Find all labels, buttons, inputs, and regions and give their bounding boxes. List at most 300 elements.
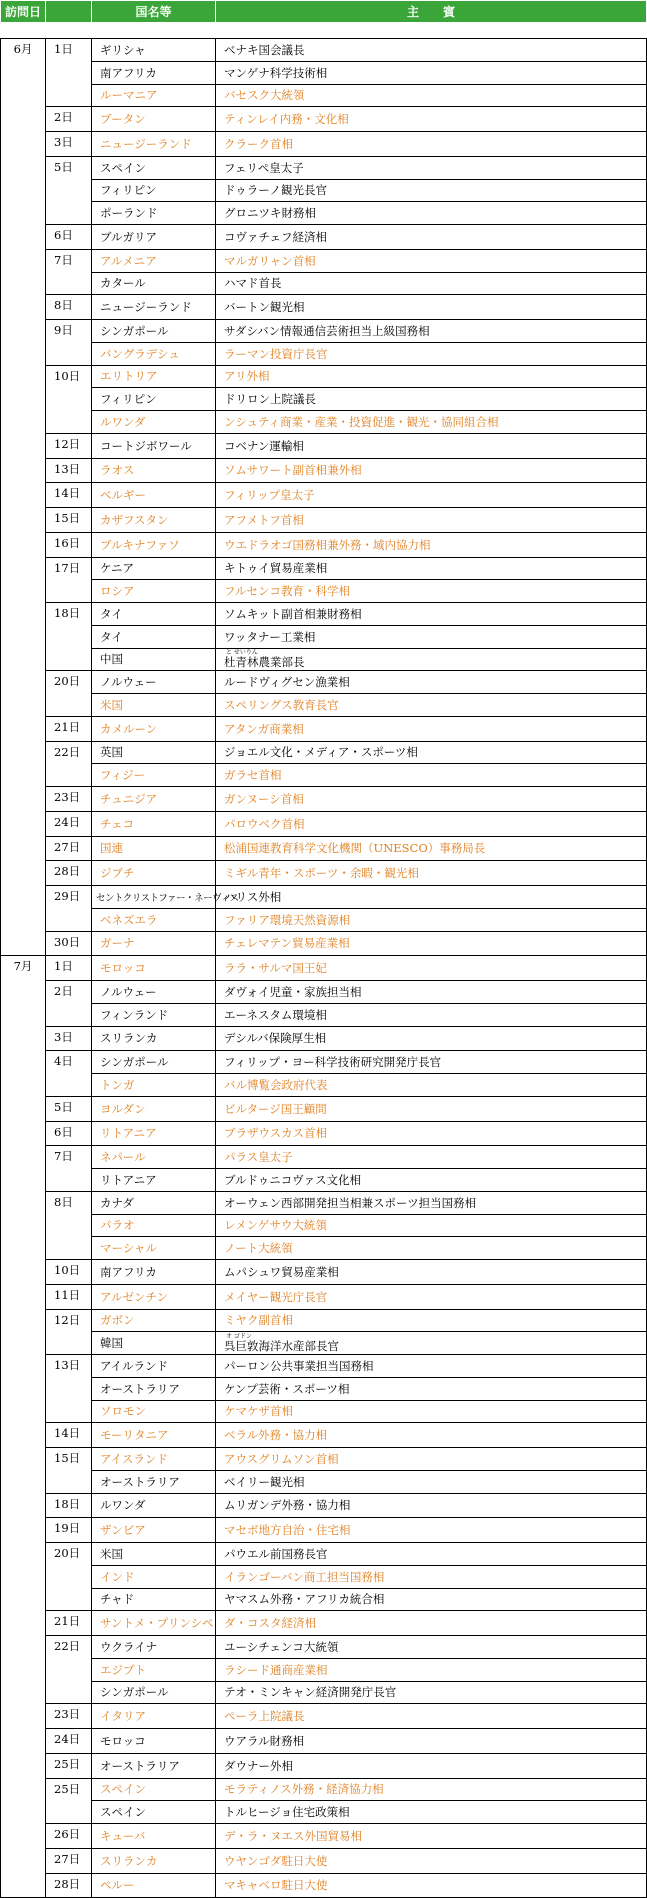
guest-cell: ソムキット副首相兼財務相 xyxy=(216,603,647,626)
country-cell: フィリピン xyxy=(92,179,216,202)
guest-cell: ムパシュワ貿易産業相 xyxy=(216,1260,647,1285)
table-row xyxy=(1,1565,647,1588)
guest-cell: スペリングス教育長官 xyxy=(216,694,647,717)
table-row xyxy=(1,1636,647,1659)
day-cell: 3日 xyxy=(46,1026,92,1051)
month-cell: 7月 xyxy=(1,956,46,1898)
table-row xyxy=(1,1237,647,1260)
table-row xyxy=(1,411,647,434)
guest-cell: アタンガ商業相 xyxy=(216,716,647,741)
day-cell: 28日 xyxy=(46,861,92,886)
country-cell: タイ xyxy=(92,603,216,626)
table-row xyxy=(1,648,647,671)
table-row xyxy=(1,1753,647,1778)
day-cell: 20日 xyxy=(46,1543,92,1611)
country-cell: ラオス xyxy=(92,458,216,483)
country-cell: バングラデシュ xyxy=(92,342,216,365)
country-cell: ロシア xyxy=(92,580,216,603)
month-cell: 6月 xyxy=(1,39,46,956)
table-row xyxy=(1,1096,647,1121)
country-cell: スペイン xyxy=(92,156,216,179)
country-cell: ノルウェー xyxy=(92,981,216,1004)
guest-cell: ラーマン投資庁長官 xyxy=(216,342,647,365)
guest-cell: ンシュティ商業・産業・投資促進・観光・協同組合相 xyxy=(216,411,647,434)
day-cell: 26日 xyxy=(46,1824,92,1849)
guest-cell: ウアラル財務相 xyxy=(216,1729,647,1754)
table-row xyxy=(1,1873,647,1898)
guest-cell: モラティノス外務・経済協力相 xyxy=(216,1778,647,1801)
table-row xyxy=(1,886,647,909)
guest-cell: ノート大統領 xyxy=(216,1237,647,1260)
table-row xyxy=(1,1121,647,1146)
guest-cell: オーウェン西部開発担当相兼スポーツ担当国務相 xyxy=(216,1191,647,1214)
day-cell: 17日 xyxy=(46,557,92,603)
table-row xyxy=(1,1681,647,1704)
country-cell: ノルウェー xyxy=(92,671,216,694)
guest-cell: ケマケザ首相 xyxy=(216,1400,647,1423)
guest-cell: ミヤク副首相 xyxy=(216,1309,647,1332)
table-row xyxy=(1,625,647,648)
table-row xyxy=(1,694,647,717)
country-cell: スリランカ xyxy=(92,1026,216,1051)
guest-cell: ララ・サルマ国王妃 xyxy=(216,956,647,981)
table-row xyxy=(1,39,647,62)
day-cell: 1日 xyxy=(46,956,92,981)
day-cell: 7日 xyxy=(46,249,92,295)
guest-cell: マンゲナ科学技術相 xyxy=(216,61,647,84)
guest-cell: ミギル青年・スポーツ・余暇・観光相 xyxy=(216,861,647,886)
table-row xyxy=(1,1169,647,1192)
country-cell: タイ xyxy=(92,625,216,648)
table-row xyxy=(1,388,647,411)
country-cell: オーストラリア xyxy=(92,1377,216,1400)
country-cell: フィジー xyxy=(92,764,216,787)
guest-cell: バセスク大統領 xyxy=(216,84,647,107)
guest-cell: ティンレイ内務・文化相 xyxy=(216,107,647,132)
day-cell: 2日 xyxy=(46,107,92,132)
guest-cell: ブルドゥニコヴァス文化相 xyxy=(216,1169,647,1192)
table-row xyxy=(1,156,647,179)
guest-cell: コヴァチェフ経済相 xyxy=(216,225,647,250)
guest-cell: フィリップ皇太子 xyxy=(216,483,647,508)
day-cell: 7日 xyxy=(46,1146,92,1192)
guest-cell: トルヒージョ住宅政策相 xyxy=(216,1801,647,1824)
day-cell: 30日 xyxy=(46,931,92,956)
table-row xyxy=(1,1026,647,1051)
day-cell: 29日 xyxy=(46,886,92,932)
country-cell: セントクリストファー・ネーヴィス xyxy=(92,886,216,909)
guest-cell: アフメトフ首相 xyxy=(216,508,647,533)
table-row xyxy=(1,1332,647,1355)
country-cell: ネパール xyxy=(92,1146,216,1169)
country-cell: スペイン xyxy=(92,1778,216,1801)
guest-cell: ブラザウスカス首相 xyxy=(216,1121,647,1146)
country-cell: コートジボワール xyxy=(92,433,216,458)
table-row xyxy=(1,225,647,250)
guest-text: 杜青林農業部長 xyxy=(224,654,305,669)
country-cell: エジプト xyxy=(92,1658,216,1681)
country-cell: カメルーン xyxy=(92,716,216,741)
guest-cell: ベイリー観光相 xyxy=(216,1470,647,1493)
guest-cell: ハリス外相 xyxy=(216,886,647,909)
day-cell: 25日 xyxy=(46,1753,92,1778)
country-cell: アルメニア xyxy=(92,249,216,272)
guest-cell: ケンプ芸術・スポーツ相 xyxy=(216,1377,647,1400)
table-row xyxy=(1,1400,647,1423)
day-cell: 27日 xyxy=(46,836,92,861)
guest-cell xyxy=(216,648,647,671)
table-row xyxy=(1,295,647,320)
table-row xyxy=(1,1493,647,1518)
country-cell: カナダ xyxy=(92,1191,216,1214)
country-cell: ブルガリア xyxy=(92,225,216,250)
table-row xyxy=(1,1518,647,1543)
table-row xyxy=(1,1074,647,1097)
guest-cell: アウスグリムソン首相 xyxy=(216,1448,647,1471)
day-cell: 22日 xyxy=(46,1636,92,1704)
table-row xyxy=(1,1051,647,1074)
guest-cell: ハマド首長 xyxy=(216,272,647,295)
country-cell: シンガポール xyxy=(92,1051,216,1074)
table-row xyxy=(1,249,647,272)
country-cell: ベルギー xyxy=(92,483,216,508)
country-cell: ケニア xyxy=(92,557,216,580)
day-cell: 8日 xyxy=(46,295,92,320)
guest-text: 呉巨敦海洋水産部長官 xyxy=(224,1338,339,1353)
country-cell: ウクライナ xyxy=(92,1636,216,1659)
table-row xyxy=(1,1214,647,1237)
table-row xyxy=(1,811,647,836)
table-row xyxy=(1,580,647,603)
table-row xyxy=(1,1146,647,1169)
guest-cell: ペーラ上院議長 xyxy=(216,1704,647,1729)
table-row xyxy=(1,1729,647,1754)
country-cell: チェコ xyxy=(92,811,216,836)
country-cell: マーシャル xyxy=(92,1237,216,1260)
guest-cell: イランゴーバン商工担当国務相 xyxy=(216,1565,647,1588)
table-row xyxy=(1,1543,647,1566)
guest-cell: クラーク首相 xyxy=(216,132,647,157)
table-row xyxy=(1,1588,647,1611)
day-cell: 21日 xyxy=(46,1611,92,1636)
country-cell: リトアニア xyxy=(92,1121,216,1146)
country-cell: フィンランド xyxy=(92,1003,216,1026)
country-cell: ベネズエラ xyxy=(92,908,216,931)
table-row xyxy=(1,557,647,580)
day-cell: 24日 xyxy=(46,1729,92,1754)
table-row xyxy=(1,508,647,533)
table-row xyxy=(1,981,647,1004)
guest-cell: ルードヴィグセン漁業相 xyxy=(216,671,647,694)
country-cell: ガーナ xyxy=(92,931,216,956)
guest-cell: デ・ラ・ヌエス外国貿易相 xyxy=(216,1824,647,1849)
table-row xyxy=(1,107,647,132)
table-body xyxy=(1,23,647,1898)
table-row xyxy=(1,1355,647,1378)
day-cell: 3日 xyxy=(46,132,92,157)
country-cell: ザンビア xyxy=(92,1518,216,1543)
table-row xyxy=(1,716,647,741)
table-row xyxy=(1,836,647,861)
table-row xyxy=(1,1778,647,1801)
guest-cell: ガラセ首相 xyxy=(216,764,647,787)
country-cell: シンガポール xyxy=(92,1681,216,1704)
day-cell: 13日 xyxy=(46,1355,92,1423)
country-cell: ブータン xyxy=(92,107,216,132)
guest-cell: ドリロン上院議長 xyxy=(216,388,647,411)
day-cell: 5日 xyxy=(46,1096,92,1121)
country-cell: パラオ xyxy=(92,1214,216,1237)
country-cell: ギリシャ xyxy=(92,39,216,62)
day-cell: 10日 xyxy=(46,1260,92,1285)
country-cell: モーリタニア xyxy=(92,1423,216,1448)
country-cell: フィリピン xyxy=(92,388,216,411)
day-cell: 24日 xyxy=(46,811,92,836)
guest-cell: バートン観光相 xyxy=(216,295,647,320)
table-row xyxy=(1,1848,647,1873)
country-cell: シンガポール xyxy=(92,320,216,343)
country-cell: モロッコ xyxy=(92,1729,216,1754)
country-cell: ルワンダ xyxy=(92,411,216,434)
day-cell: 19日 xyxy=(46,1518,92,1543)
country-cell: ポーランド xyxy=(92,202,216,225)
country-cell: ソロモン xyxy=(92,1400,216,1423)
guest-cell xyxy=(216,1332,647,1355)
day-cell: 22日 xyxy=(46,741,92,787)
day-cell: 27日 xyxy=(46,1848,92,1873)
guest-cell: ワッタナー工業相 xyxy=(216,625,647,648)
guest-cell: エーネスタム環境相 xyxy=(216,1003,647,1026)
day-cell: 6日 xyxy=(46,225,92,250)
table-row xyxy=(1,1191,647,1214)
day-cell: 8日 xyxy=(46,1191,92,1259)
table-row xyxy=(1,84,647,107)
guest-cell: ファリア環境天然資源相 xyxy=(216,908,647,931)
table-row xyxy=(1,603,647,626)
country-cell: カザフスタン xyxy=(92,508,216,533)
day-cell: 5日 xyxy=(46,156,92,224)
day-cell: 9日 xyxy=(46,320,92,366)
guest-cell: ダ・コスタ経済相 xyxy=(216,1611,647,1636)
guest-cell: ソムサワート副首相兼外相 xyxy=(216,458,647,483)
header-guest: 主 賓 xyxy=(216,1,647,23)
guest-cell: マセボ地方自治・住宅相 xyxy=(216,1518,647,1543)
country-cell: オーストラリア xyxy=(92,1753,216,1778)
table-row xyxy=(1,787,647,812)
table-row xyxy=(1,1448,647,1471)
guest-cell: ダヴォイ児童・家族担当相 xyxy=(216,981,647,1004)
country-cell: エリトリア xyxy=(92,365,216,388)
country-cell: 韓国 xyxy=(92,1332,216,1355)
guest-cell: フェリペ皇太子 xyxy=(216,156,647,179)
country-cell: 中国 xyxy=(92,648,216,671)
day-cell: 2日 xyxy=(46,981,92,1027)
day-cell: 14日 xyxy=(46,483,92,508)
guest-cell: ビルタージ国王顧問 xyxy=(216,1096,647,1121)
country-cell: 国連 xyxy=(92,836,216,861)
country-cell: アイルランド xyxy=(92,1355,216,1378)
country-cell: ジブチ xyxy=(92,861,216,886)
table-row xyxy=(1,671,647,694)
day-cell: 11日 xyxy=(46,1284,92,1309)
country-cell: ニュージーランド xyxy=(92,295,216,320)
table-row xyxy=(1,320,647,343)
country-cell: サントメ・プリンシペ xyxy=(92,1611,216,1636)
table-row xyxy=(1,202,647,225)
table-row xyxy=(1,1658,647,1681)
table-row xyxy=(1,1284,647,1309)
day-cell: 18日 xyxy=(46,603,92,671)
country-cell: スペイン xyxy=(92,1801,216,1824)
guest-cell: サダシバン情報通信芸術担当上級国務相 xyxy=(216,320,647,343)
guest-cell: ベラル外務・協力相 xyxy=(216,1423,647,1448)
country-cell: キューバ xyxy=(92,1824,216,1849)
day-cell: 12日 xyxy=(46,433,92,458)
table-row xyxy=(1,61,647,84)
guest-cell: 松浦国連教育科学文化機関（UNESCO）事務局長 xyxy=(216,836,647,861)
header-row xyxy=(1,1,647,23)
guest-cell: パラス皇太子 xyxy=(216,1146,647,1169)
guest-cell: チェレマテン貿易産業相 xyxy=(216,931,647,956)
guest-cell: レメンゲサウ大統領 xyxy=(216,1214,647,1237)
guest-cell: バル博覧会政府代表 xyxy=(216,1074,647,1097)
day-cell: 23日 xyxy=(46,787,92,812)
guest-cell: ウエドラオゴ国務相兼外務・域内協力相 xyxy=(216,532,647,557)
table-row xyxy=(1,1801,647,1824)
guest-cell: ダウナー外相 xyxy=(216,1753,647,1778)
table-row xyxy=(1,1704,647,1729)
day-cell: 6日 xyxy=(46,1121,92,1146)
country-cell: ガボン xyxy=(92,1309,216,1332)
country-cell: チャド xyxy=(92,1588,216,1611)
table-row xyxy=(1,1260,647,1285)
table-row xyxy=(1,1423,647,1448)
guest-cell: アリ外相 xyxy=(216,365,647,388)
day-cell: 18日 xyxy=(46,1493,92,1518)
day-cell: 23日 xyxy=(46,1704,92,1729)
ruby-reading: と せいりん xyxy=(226,648,258,656)
day-cell: 28日 xyxy=(46,1873,92,1898)
country-cell: 米国 xyxy=(92,694,216,717)
guest-cell: メイヤー観光庁長官 xyxy=(216,1284,647,1309)
ruby-reading: オ ゴドン xyxy=(226,1332,252,1340)
guest-cell: パロウベク首相 xyxy=(216,811,647,836)
table-row xyxy=(1,272,647,295)
day-cell: 13日 xyxy=(46,458,92,483)
country-cell: 英国 xyxy=(92,741,216,764)
day-cell: 1日 xyxy=(46,39,92,107)
guest-ruby-wrap xyxy=(224,1333,339,1354)
table-row xyxy=(1,1309,647,1332)
table-row xyxy=(1,741,647,764)
table-row xyxy=(1,1611,647,1636)
guest-cell: ラシード通商産業相 xyxy=(216,1658,647,1681)
country-cell: アルゼンチン xyxy=(92,1284,216,1309)
guest-cell: コベナン運輸相 xyxy=(216,433,647,458)
table-row xyxy=(1,1377,647,1400)
guest-cell: パウエル前国務長官 xyxy=(216,1543,647,1566)
day-cell: 20日 xyxy=(46,671,92,717)
country-cell: ルワンダ xyxy=(92,1493,216,1518)
country-cell: チュニジア xyxy=(92,787,216,812)
day-cell: 15日 xyxy=(46,508,92,533)
table-row xyxy=(1,483,647,508)
table-row xyxy=(1,1003,647,1026)
table-row xyxy=(1,532,647,557)
guest-cell: パーロン公共事業担当国務相 xyxy=(216,1355,647,1378)
table-row xyxy=(1,908,647,931)
header-date-spacer xyxy=(46,1,92,23)
table-row xyxy=(1,1470,647,1493)
day-cell: 21日 xyxy=(46,716,92,741)
guest-cell: ベナキ国会議長 xyxy=(216,39,647,62)
table-row xyxy=(1,1824,647,1849)
guest-cell: ガンヌーシ首相 xyxy=(216,787,647,812)
country-cell: ペルー xyxy=(92,1873,216,1898)
table-row xyxy=(1,342,647,365)
table-row xyxy=(1,132,647,157)
country-cell: イタリア xyxy=(92,1704,216,1729)
guest-cell: ユーシチェンコ大統領 xyxy=(216,1636,647,1659)
country-cell: オーストラリア xyxy=(92,1470,216,1493)
country-cell: 米国 xyxy=(92,1543,216,1566)
guest-cell: ウヤンゴダ駐日大使 xyxy=(216,1848,647,1873)
day-cell: 10日 xyxy=(46,365,92,433)
table-row xyxy=(1,764,647,787)
header-date: 訪問日 xyxy=(1,1,46,23)
country-cell: モロッコ xyxy=(92,956,216,981)
country-cell: ニュージーランド xyxy=(92,132,216,157)
country-cell: ヨルダン xyxy=(92,1096,216,1121)
guest-cell: ムリガンデ外務・協力相 xyxy=(216,1493,647,1518)
day-cell: 4日 xyxy=(46,1051,92,1097)
table-row xyxy=(1,365,647,388)
guest-cell: ドゥラーノ観光長官 xyxy=(216,179,647,202)
day-cell: 25日 xyxy=(46,1778,92,1824)
table-row xyxy=(1,931,647,956)
guest-cell: キトゥイ貿易産業相 xyxy=(216,557,647,580)
guest-cell: テオ・ミンキャン経済開発庁長官 xyxy=(216,1681,647,1704)
country-cell: リトアニア xyxy=(92,1169,216,1192)
table-row xyxy=(1,956,647,981)
header-country: 国名等 xyxy=(92,1,216,23)
guest-cell: フィリップ・ヨー科学技術研究開発庁長官 xyxy=(216,1051,647,1074)
guest-cell: マキャベロ駐日大使 xyxy=(216,1873,647,1898)
day-cell: 12日 xyxy=(46,1309,92,1355)
country-cell: トンガ xyxy=(92,1074,216,1097)
guest-cell: フルセンコ教育・科学相 xyxy=(216,580,647,603)
guest-cell: マルガリャン首相 xyxy=(216,249,647,272)
guest-cell: グロニツキ財務相 xyxy=(216,202,647,225)
country-cell: 南アフリカ xyxy=(92,61,216,84)
day-cell: 15日 xyxy=(46,1448,92,1494)
country-cell: ルーマニア xyxy=(92,84,216,107)
country-cell: アイスランド xyxy=(92,1448,216,1471)
table-row xyxy=(1,458,647,483)
country-cell: カタール xyxy=(92,272,216,295)
day-cell: 14日 xyxy=(46,1423,92,1448)
guest-cell: デシルバ保険厚生相 xyxy=(216,1026,647,1051)
spacer-row xyxy=(1,23,647,39)
guest-cell: ヤマスム外務・アフリカ統合相 xyxy=(216,1588,647,1611)
country-cell: スリランカ xyxy=(92,1848,216,1873)
guest-ruby-wrap xyxy=(224,649,305,670)
table-row xyxy=(1,179,647,202)
country-cell: 南アフリカ xyxy=(92,1260,216,1285)
day-cell: 16日 xyxy=(46,532,92,557)
table-row xyxy=(1,433,647,458)
guest-cell: ジョエル文化・メディア・スポーツ相 xyxy=(216,741,647,764)
